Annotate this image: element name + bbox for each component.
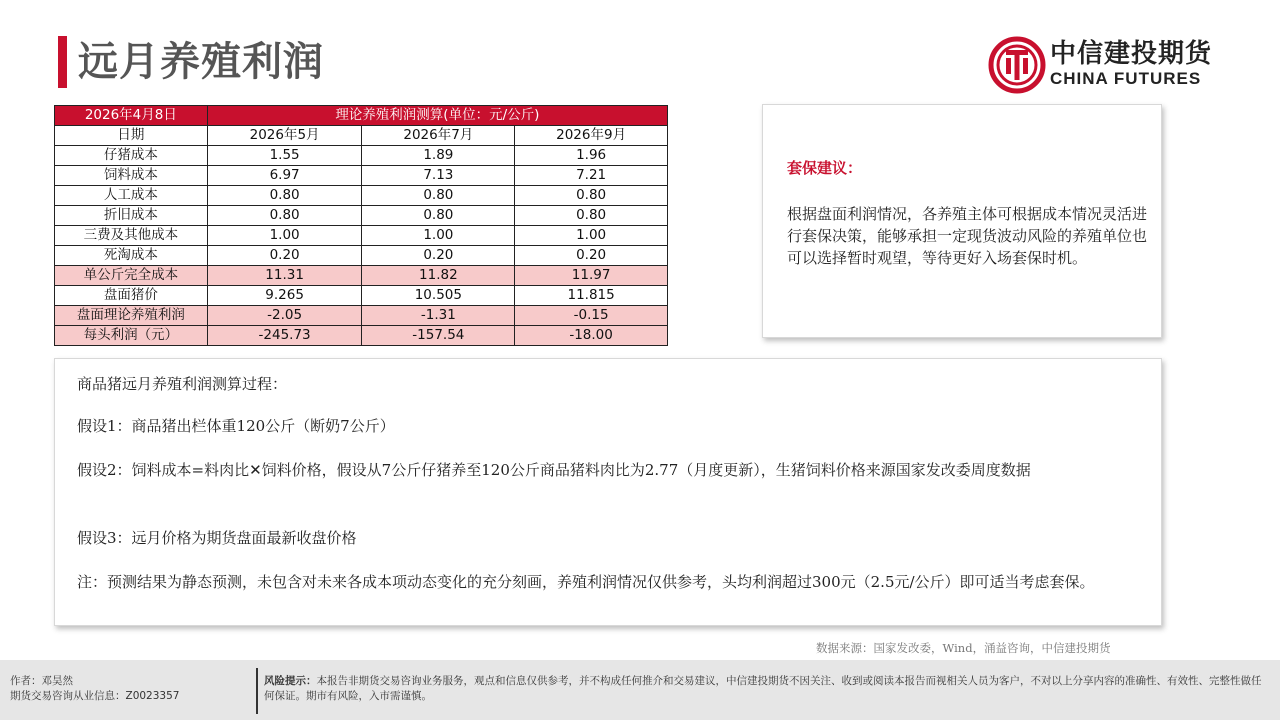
table-cell: 0.80 xyxy=(515,206,668,226)
row-label: 折旧成本 xyxy=(55,206,208,226)
table-row xyxy=(55,146,668,166)
advice-body: 根据盘面利润情况，各养殖主体可根据成本情况灵活进行套保决策，能够承担一定现货波动风险的养殖单位也可以选择暂时观望，等待更好入场套保时机。 xyxy=(787,205,1148,267)
assumption-3: 假设3：远月价格为期货盘面最新收盘价格 xyxy=(77,529,357,547)
table-row-highlighted xyxy=(55,326,668,346)
risk-label: 风险提示： xyxy=(264,675,317,687)
disclaimer-note: 注：预测结果为静态预测，未包含对未来各成本项动态变化的充分刻画，养殖利润情况仅供参考，头均利润超过300元（2.5元/公斤）即可适当考虑套保。 xyxy=(77,573,1095,591)
citic-logo-icon xyxy=(988,36,1046,94)
title-accent-bar xyxy=(58,36,67,88)
table-cell: 1.00 xyxy=(362,226,515,246)
row-label: 仔猪成本 xyxy=(55,146,208,166)
column-header: 2026年9月 xyxy=(515,126,668,146)
assumption-2: 假设2：饲料成本=料肉比✕饲料价格，假设从7公斤仔猪养至120公斤商品猪料肉比为2.77（月度更新），生猪饲料价格来源国家发改委周度数据 xyxy=(77,461,1031,479)
table-row xyxy=(55,206,668,226)
table-row-highlighted xyxy=(55,266,668,286)
row-label: 盘面理论养殖利润 xyxy=(55,306,208,326)
table-cell: 0.80 xyxy=(207,186,362,206)
table-row xyxy=(55,186,668,206)
table-cell: 1.96 xyxy=(515,146,668,166)
table-cell: 11.97 xyxy=(515,266,668,286)
table-cell: -157.54 xyxy=(362,326,515,346)
table-cell: -18.00 xyxy=(515,326,668,346)
table-cell: 0.80 xyxy=(207,206,362,226)
logo-english-name: CHINA FUTURES xyxy=(1050,69,1202,88)
table-row xyxy=(55,246,668,266)
table-cell: -245.73 xyxy=(207,326,362,346)
table-columns-row xyxy=(55,126,668,146)
footer-divider xyxy=(256,668,258,714)
table-cell: 0.80 xyxy=(362,206,515,226)
column-header: 2026年7月 xyxy=(362,126,515,146)
table-cell: 11.31 xyxy=(207,266,362,286)
table-cell: 0.80 xyxy=(515,186,668,206)
data-source: 数据来源：国家发改委，Wind，涌益咨询，中信建投期货 xyxy=(816,641,1111,655)
footer xyxy=(0,660,1280,720)
table-cell: 6.97 xyxy=(207,166,362,186)
risk-disclaimer xyxy=(264,674,1264,704)
table-cell: 1.55 xyxy=(207,146,362,166)
table-row xyxy=(55,286,668,306)
risk-text: 本报告非期货交易咨询业务服务，观点和信息仅供参考，并不构成任何推介和交易建议，中信建投期货不因关注、收到或阅读本报告而视相关人员为客户，不对以上分享内容的准确性、有效性、完整性做任何保证。期市有风险，入市需谨慎。 xyxy=(264,675,1262,702)
table-cell: -2.05 xyxy=(207,306,362,326)
footer-author-info xyxy=(10,674,179,704)
table-row xyxy=(55,166,668,186)
table-cell: 0.20 xyxy=(362,246,515,266)
page-title: 远月养殖利润 xyxy=(78,39,324,85)
table-cell: -1.31 xyxy=(362,306,515,326)
table-cell: 1.00 xyxy=(515,226,668,246)
table-cell: 11.82 xyxy=(362,266,515,286)
process-heading: 商品猪远月养殖利润测算过程： xyxy=(77,375,288,393)
advice-title: 套保建议： xyxy=(787,159,863,177)
row-label: 单公斤完全成本 xyxy=(55,266,208,286)
table-caption-cell: 理论养殖利润测算(单位：元/公斤) xyxy=(207,106,667,126)
table-cell: 7.13 xyxy=(362,166,515,186)
logo-chinese-name: 中信建投期货 xyxy=(1050,39,1213,69)
hedging-advice-box xyxy=(762,104,1162,338)
row-label: 人工成本 xyxy=(55,186,208,206)
company-logo xyxy=(988,36,1228,94)
table-header-row xyxy=(55,106,668,126)
table-date-cell: 2026年4月8日 xyxy=(55,106,208,126)
column-header: 2026年5月 xyxy=(207,126,362,146)
calculation-process-box xyxy=(54,358,1162,626)
table-cell: 9.265 xyxy=(207,286,362,306)
row-label: 每头利润（元） xyxy=(55,326,208,346)
column-header: 日期 xyxy=(55,126,208,146)
row-label: 盘面猪价 xyxy=(55,286,208,306)
assumption-1: 假设1：商品猪出栏体重120公斤（断奶7公斤） xyxy=(77,417,395,435)
table-cell: 11.815 xyxy=(515,286,668,306)
author-name: 作者：邓昊然 xyxy=(10,675,73,687)
table-cell: 0.80 xyxy=(362,186,515,206)
row-label: 三费及其他成本 xyxy=(55,226,208,246)
table-cell: 1.89 xyxy=(362,146,515,166)
table-cell: 1.00 xyxy=(207,226,362,246)
table-cell: 0.20 xyxy=(207,246,362,266)
row-label: 死淘成本 xyxy=(55,246,208,266)
table-row xyxy=(55,226,668,246)
license-number: 期货交易咨询从业信息：Z0023357 xyxy=(10,690,180,702)
table-cell: 10.505 xyxy=(362,286,515,306)
table-row-highlighted xyxy=(55,306,668,326)
table-cell: 7.21 xyxy=(515,166,668,186)
table-cell: 0.20 xyxy=(515,246,668,266)
profit-table xyxy=(54,105,668,346)
table-cell: -0.15 xyxy=(515,306,668,326)
row-label: 饲料成本 xyxy=(55,166,208,186)
